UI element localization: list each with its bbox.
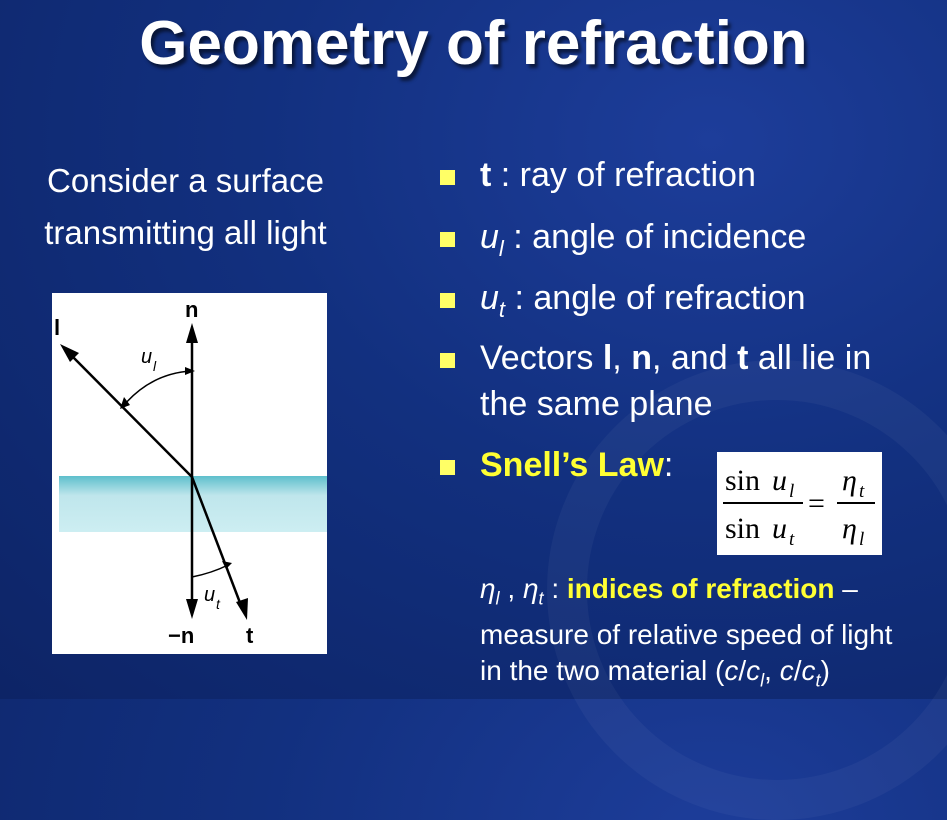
symbol-sub-t: t: [498, 296, 506, 322]
intro-text: [18, 155, 353, 259]
label-t: t: [246, 623, 254, 648]
bullet-text: : angle of refraction: [505, 279, 806, 317]
label-n: n: [185, 297, 199, 322]
label-ut: u: [204, 584, 216, 606]
svg-text:sin: sin: [725, 512, 761, 545]
svg-text:η: η: [842, 512, 857, 545]
symbol-t: t: [480, 156, 492, 194]
svg-text:l: l: [859, 529, 865, 550]
bullet-square-icon: [440, 293, 455, 308]
slide-title: Geometry of refraction: [139, 9, 808, 78]
bullet-square-icon: [440, 232, 455, 247]
label-ut-sub: t: [216, 596, 220, 612]
note-line2: measure of relative speed of light: [480, 618, 893, 650]
intro-line-1: Consider a surface: [47, 162, 324, 199]
negative-normal-arrowhead: [186, 599, 198, 619]
svg-text:η: η: [842, 464, 857, 497]
incidence-angle-arc: [124, 371, 192, 405]
svg-text:l: l: [789, 481, 795, 502]
incidence-arc-arrowhead: [120, 397, 130, 409]
refraction-diagram: [52, 293, 327, 654]
note-line3: in the two material ($c/c_l$, $c/c_t$): [480, 654, 830, 691]
snells-law-label: Snell’s Law: [480, 446, 664, 484]
normal-arrowhead: [186, 323, 198, 343]
incidence-arc-arrowhead-2: [185, 367, 195, 375]
symbol-u: u: [480, 218, 499, 256]
svg-text:t: t: [789, 529, 795, 550]
bullet-square-icon: [440, 170, 455, 185]
bullet-text: : angle of incidence: [503, 218, 807, 256]
symbol-u: u: [480, 279, 499, 317]
formula-svg: [717, 452, 882, 555]
bullet-text: : ray of refraction: [491, 156, 756, 194]
svg-text:u: u: [772, 512, 787, 545]
snells-law-formula: [717, 452, 882, 555]
label-ul: u: [141, 346, 153, 368]
svg-text:=: =: [808, 487, 825, 520]
refraction-angle-arc: [192, 565, 228, 577]
bullet-text-line2: the same plane: [480, 385, 713, 423]
bullet-square-icon: [440, 460, 455, 475]
label-l: l: [54, 315, 61, 340]
intro-line-2: transmitting all light: [44, 214, 327, 251]
incident-vector: [68, 352, 192, 477]
bullet-square-icon: [440, 353, 455, 368]
svg-text:u: u: [772, 464, 787, 497]
svg-text:sin: sin: [725, 464, 761, 497]
svg-text:t: t: [859, 481, 865, 502]
indices-label: indices of refraction: [566, 573, 835, 604]
refraction-diagram-svg: [52, 293, 327, 654]
symbol-sub-l: l: [498, 235, 504, 261]
refracted-arrowhead: [236, 598, 248, 620]
label-neg-n: −n: [168, 623, 195, 648]
indices-note: $\eta_l$ , $\eta_t$ : indices of refraction – measure of relative speed of light in the two material ($c/c_l$, $c/c_t$): [480, 571, 940, 698]
label-ul-sub: l: [153, 358, 157, 374]
